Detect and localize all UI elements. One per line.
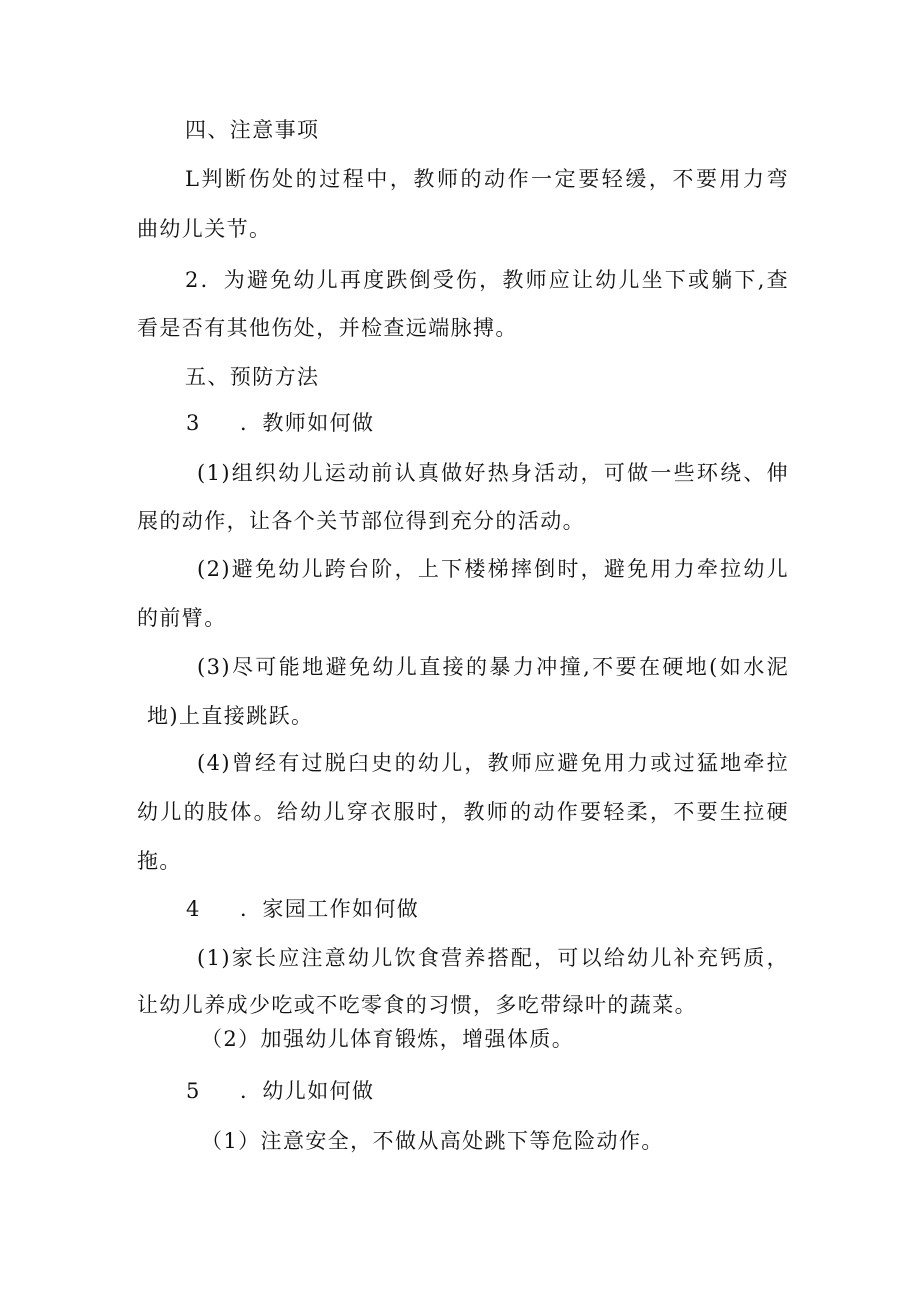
section-heading-precautions: 四、注意事项 bbox=[185, 118, 320, 142]
teacher-point-4-line-2: 幼儿的肢体。给幼儿穿衣服时，教师的动作要轻柔，不要生拉硬 bbox=[137, 800, 789, 824]
home-item-title: ．家园工作如何做 bbox=[240, 897, 420, 921]
precaution-1-line-2: 曲幼儿关节。 bbox=[137, 217, 272, 241]
home-point-1-line-1: (1)家长应注意幼儿饮食营养搭配，可以给幼儿补充钙质， bbox=[197, 946, 789, 970]
precaution-2-line-2: 看是否有其他伤处，并检查远端脉搏。 bbox=[137, 316, 518, 340]
teacher-item-title: ．教师如何做 bbox=[240, 411, 375, 435]
teacher-point-2-line-2: 的前臂。 bbox=[137, 606, 227, 630]
teacher-point-1-line-1: (1)组织幼儿运动前认真做好热身活动，可做一些环绕、伸 bbox=[197, 461, 789, 485]
teacher-item-number: 3 bbox=[186, 411, 200, 435]
teacher-point-4-line-3: 拖。 bbox=[137, 849, 182, 873]
teacher-point-4-line-1: (4)曾经有过脱臼史的幼儿，教师应避免用力或过猛地牵拉 bbox=[197, 751, 789, 775]
section-heading-prevention: 五、预防方法 bbox=[185, 365, 320, 389]
teacher-point-3-line-1: (3)尽可能地避免幼儿直接的暴力冲撞,不要在硬地(如水泥 bbox=[197, 655, 789, 679]
child-item-number: 5 bbox=[186, 1079, 200, 1103]
teacher-point-1-line-2: 展的动作，让各个关节部位得到充分的活动。 bbox=[137, 509, 585, 533]
child-point-1: （1）注意安全，不做从高处跳下等危险动作。 bbox=[201, 1129, 664, 1153]
teacher-point-2-line-1: (2)避免幼儿跨台阶，上下楼梯摔倒时，避免用力牵拉幼儿 bbox=[197, 557, 789, 581]
home-item-number: 4 bbox=[186, 897, 200, 921]
precaution-1-line-1: L判断伤处的过程中，教师的动作一定要轻缓，不要用力弯 bbox=[185, 167, 789, 191]
child-item-title: ．幼儿如何做 bbox=[240, 1079, 375, 1103]
teacher-point-3-line-2: 地)上直接跳跃。 bbox=[147, 704, 314, 728]
precaution-2-line-1: 2．为避免幼儿再度跌倒受伤，教师应让幼儿坐下或躺下,查 bbox=[185, 268, 789, 292]
home-point-2: （2）加强幼儿体育锻炼，增强体质。 bbox=[201, 1027, 575, 1051]
home-point-1-line-2: 让幼儿养成少吃或不吃零食的习惯，多吃带绿叶的蔬菜。 bbox=[137, 993, 697, 1017]
